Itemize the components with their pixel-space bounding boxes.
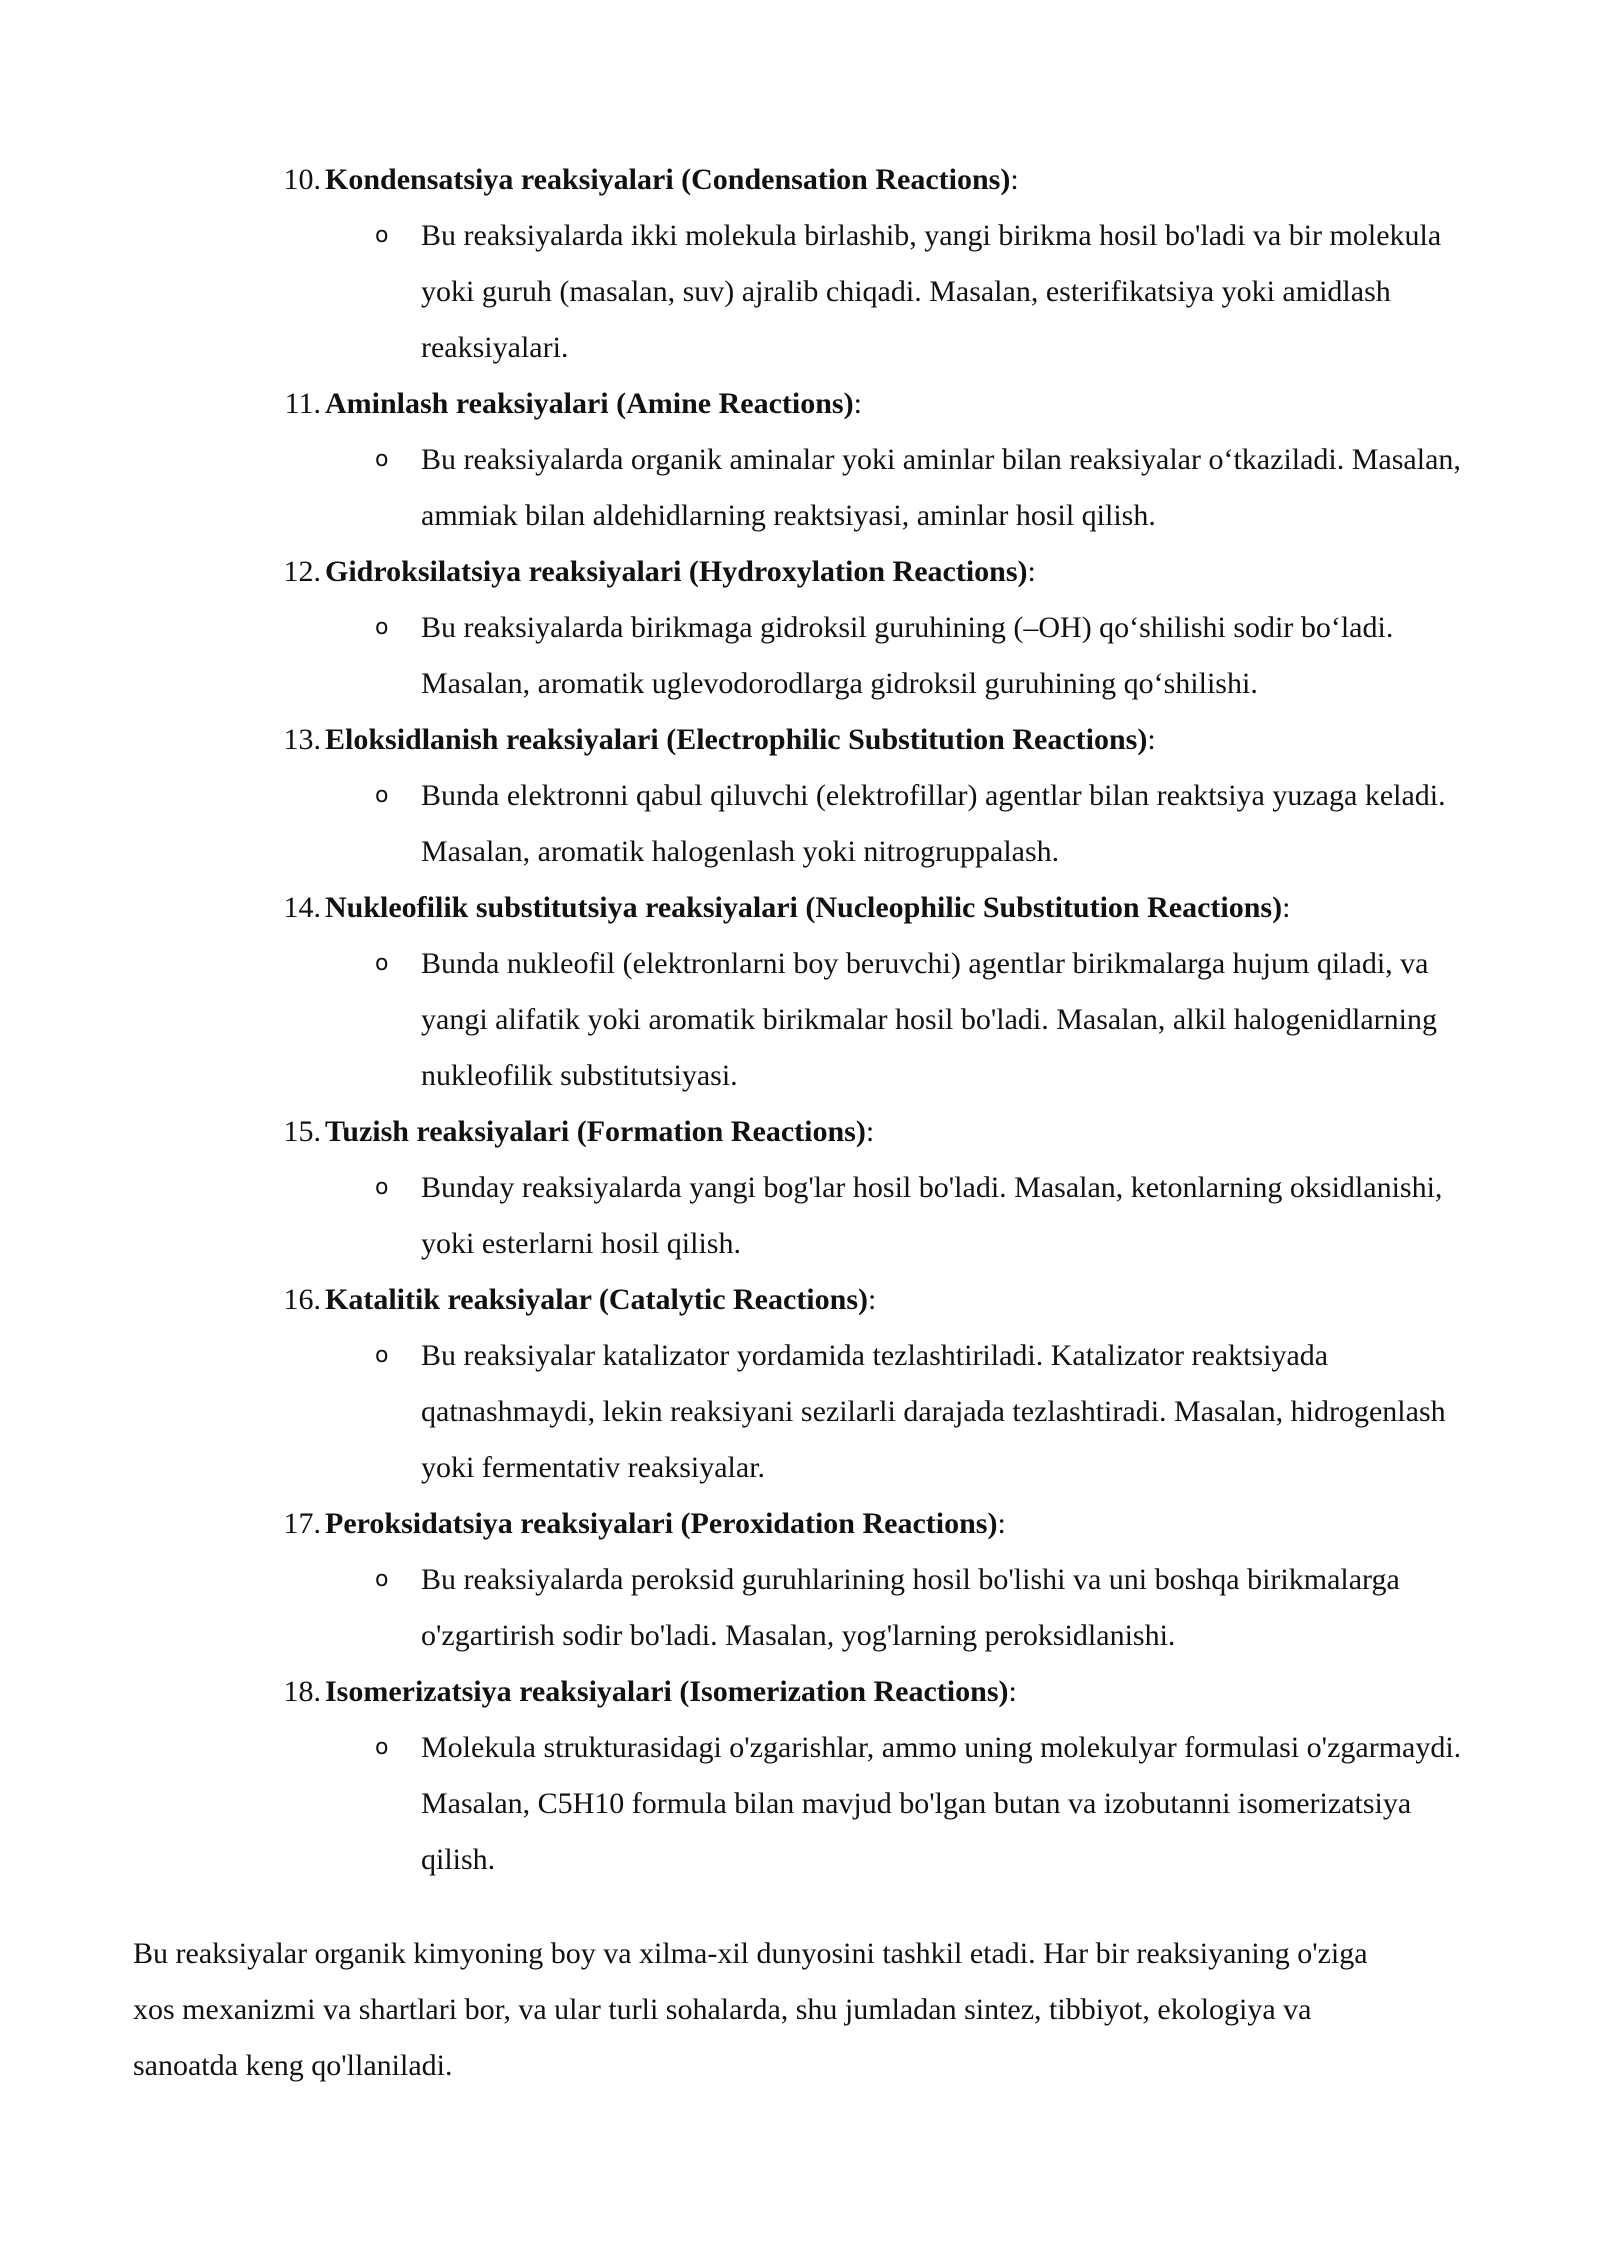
bullet-icon: o <box>375 1567 389 1592</box>
sub-bullet <box>325 1552 1480 1664</box>
item-description: Bu reaksiyalarda organik aminalar yoki aminlar bilan reaksiyalar o‘tkaziladi. Masalan, ammiak bilan aldehidlarning reaktsiyasi, aminlar hosil qilish. <box>421 443 1461 532</box>
list-number: 16. <box>283 1283 321 1316</box>
colon: : <box>1008 1675 1017 1708</box>
list-number: 18. <box>283 1675 321 1708</box>
bullet-icon: o <box>375 1175 389 1200</box>
item-heading <box>325 544 1480 600</box>
item-heading <box>325 712 1480 768</box>
colon: : <box>868 1283 877 1316</box>
item-title: Nukleofilik substitutsiya reaksiyalari (Nucleophilic Substitution Reactions) <box>325 891 1283 924</box>
item-heading <box>325 880 1480 936</box>
list-number: 14. <box>283 891 321 924</box>
item-title: Katalitik reaksiyalar (Catalytic Reactions) <box>325 1283 868 1316</box>
item-title: Kondensatsiya reaksiyalari (Condensation Reactions) <box>325 163 1011 196</box>
sub-bullet <box>325 432 1480 544</box>
item-description: Bunda nukleofil (elektronlarni boy beruvchi) agentlar birikmalarga hujum qiladi, va yangi alifatik yoki aromatik birikmalar hosil bo'ladi. Masalan, alkil halogenidlarning nukleofilik substitutsiyasi. <box>421 947 1437 1092</box>
colon: : <box>865 1115 875 1148</box>
list-number: 12. <box>283 555 321 588</box>
list-number: 15. <box>283 1115 321 1148</box>
colon: : <box>997 1507 1006 1540</box>
list-item <box>229 376 1480 544</box>
item-title: Aminlash reaksiyalari (Amine Reactions) <box>325 387 854 420</box>
sub-bullet <box>325 936 1480 1104</box>
item-heading <box>325 1664 1480 1720</box>
item-heading <box>325 376 1480 432</box>
list-item <box>229 544 1480 712</box>
item-description: Bunday reaksiyalarda yangi bog'lar hosil bo'ladi. Masalan, ketonlarning oksidlanishi, yoki esterlarni hosil qilish. <box>421 1171 1443 1260</box>
colon: : <box>1147 723 1156 756</box>
item-title: Eloksidlanish reaksiyalari (Electrophilic Substitution Reactions) <box>325 723 1148 756</box>
bullet-icon: o <box>375 783 389 808</box>
list-item <box>229 1272 1480 1496</box>
sub-bullet <box>325 600 1480 712</box>
item-title: Isomerizatsiya reaksiyalari (Isomerization Reactions) <box>325 1675 1009 1708</box>
bullet-icon: o <box>375 223 389 248</box>
list-number: 17. <box>283 1507 321 1540</box>
item-description: Bu reaksiyalarda peroksid guruhlarining hosil bo'lishi va uni boshqa birikmalarga o'zgartirish sodir bo'ladi. Masalan, yog'larning peroksidlanishi. <box>421 1563 1400 1652</box>
item-title: Peroksidatsiya reaksiyalari (Peroxidation Reactions) <box>325 1507 998 1540</box>
sub-bullet <box>325 1160 1480 1272</box>
item-description: Bu reaksiyalarda ikki molekula birlashib, yangi birikma hosil bo'ladi va bir molekula yoki guruh (masalan, suv) ajralib chiqadi. Masalan, esterifikatsiya yoki amidlash reaksiyalari. <box>421 219 1442 364</box>
colon: : <box>1027 555 1036 588</box>
item-title: Gidroksilatsiya reaksiyalari (Hydroxylation Reactions) <box>325 555 1028 588</box>
conclusion-paragraph: Bu reaksiyalar organik kimyoning boy va xilma-xil dunyosini tashkil etadi. Har bir reaksiyaning o'ziga xos mexanizmi va shartlari bor, va ular turli sohalarda, shu jumladan sintez, tibbiyot, ekologiya va sanoatda keng qo'llaniladi. <box>133 1937 1368 2082</box>
item-description: Bunda elektronni qabul qiluvchi (elektrofillar) agentlar bilan reaktsiya yuzaga keladi. Masalan, aromatik halogenlash yoki nitrogruppalash. <box>421 779 1446 868</box>
colon: : <box>1010 163 1019 196</box>
item-heading <box>325 1496 1480 1552</box>
item-heading <box>325 1104 1480 1160</box>
list-item <box>229 1496 1480 1664</box>
bullet-icon: o <box>375 615 389 640</box>
list-number: 10. <box>283 163 321 196</box>
colon: : <box>1282 891 1291 924</box>
bullet-icon: o <box>375 951 389 976</box>
list-item <box>229 152 1480 376</box>
list-item <box>229 1104 1480 1272</box>
item-title: Tuzish reaksiyalari (Formation Reactions) <box>325 1115 866 1148</box>
list-number: 13. <box>283 723 321 756</box>
item-description: Bu reaksiyalarda birikmaga gidroksil guruhining (–OH) qo‘shilishi sodir bo‘ladi. Masalan, aromatik uglevodorodlarga gidroksil guruhining qo‘shilishi. <box>421 611 1394 700</box>
sub-bullet <box>325 208 1480 376</box>
item-heading <box>325 1272 1480 1328</box>
list-item <box>229 880 1480 1104</box>
list-item <box>229 712 1480 880</box>
bullet-icon: o <box>375 1735 389 1760</box>
item-description: Molekula strukturasidagi o'zgarishlar, ammo uning molekulyar formulasi o'zgarmaydi. Masalan, C5H10 formula bilan mavjud bo'lgan butan va izobutanni isomerizatsiya qilish. <box>421 1731 1462 1876</box>
sub-bullet <box>325 1720 1480 1888</box>
sub-bullet <box>325 768 1480 880</box>
item-heading <box>325 152 1480 208</box>
bullet-icon: o <box>375 1343 389 1368</box>
list-item <box>229 1664 1480 1888</box>
sub-bullet <box>325 1328 1480 1496</box>
bullet-icon: o <box>375 447 389 472</box>
list-number: 11. <box>284 387 321 420</box>
colon: : <box>853 387 862 420</box>
item-description: Bu reaksiyalar katalizator yordamida tezlashtiriladi. Katalizator reaktsiyada qatnashmaydi, lekin reaksiyani sezilarli darajada tezlashtiradi. Masalan, hidrogenlash yoki fermentativ reaksiyalar. <box>421 1339 1446 1484</box>
